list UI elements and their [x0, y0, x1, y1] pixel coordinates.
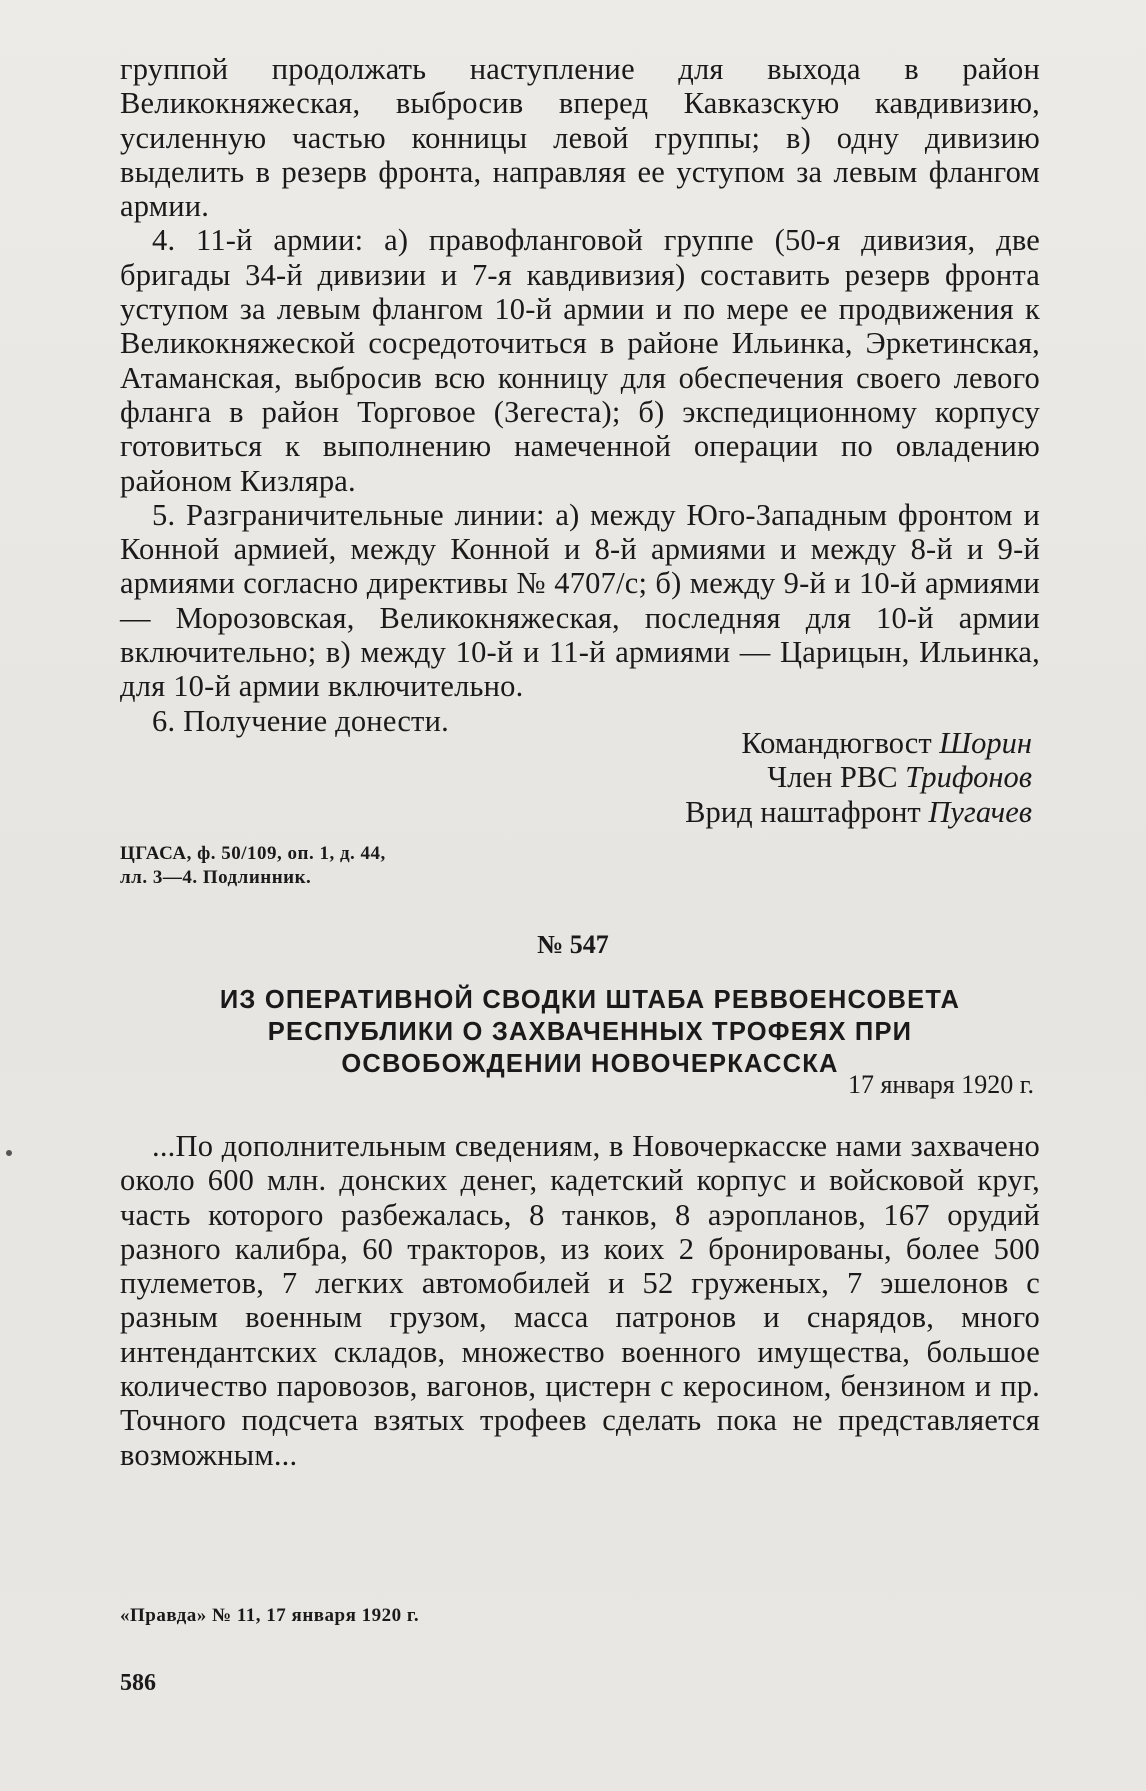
paragraph-5: 5. Разграничительные линии: а) между Юго-Западным фронтом и Конной армией, между Конной и 8-й армиями и между 8-й и 9-й армиями согласно директивы № 4707/с; б) между 9-й и 10-й армиями — Морозовская, Великокняжеская, последняя для 10-й армии включительно; в) между 10-й и 11-й армиями — Царицын, Ильинка, для 10-й армии включительно. — [120, 497, 1040, 704]
paragraph-6: 6. Получение донести. — [152, 703, 449, 738]
archive-source — [120, 842, 386, 890]
signature-name: Пугачев — [928, 794, 1032, 829]
archive-source-line: ЦГАСА, ф. 50/109, оп. 1, д. 44, — [120, 843, 386, 864]
signature-line — [685, 726, 1032, 760]
signature-line — [685, 760, 1032, 794]
document-number: № 547 — [537, 930, 609, 959]
document-date: 17 января 1920 г. — [847, 1070, 1034, 1099]
signature-line — [685, 795, 1032, 829]
signature-role: Командюгвост — [741, 726, 932, 760]
signature-name: Шорин — [939, 726, 1032, 760]
document-body — [120, 1129, 1040, 1472]
signature-role: Врид наштафронт — [685, 794, 921, 829]
top-text-block — [120, 52, 1040, 738]
signature-role: Член РВС — [767, 760, 898, 795]
archive-source-line: лл. 3—4. Подлинник. — [120, 867, 312, 888]
document-title: ИЗ ОПЕРАТИВНОЙ СВОДКИ ШТАБА РЕВВОЕНСОВЕТА РЕСПУБЛИКИ О ЗАХВАЧЕННЫХ ТРОФЕЯХ ПРИ ОСВОБОЖДЕНИИ НОВОЧЕРКАССКА — [219, 986, 961, 1078]
paragraph-continued: группой продолжать наступление для выхода в район Великокняжеская, выбросив вперед Кавказскую кавдивизию, усиленную частью конницы левой группы; в) одну дивизию выделить в резерв фронта, направляя ее уступом за левым флангом армии. — [120, 52, 1040, 224]
page-number: 586 — [120, 1670, 156, 1696]
newspaper-source: «Правда» № 11, 17 января 1920 г. — [120, 1605, 420, 1626]
paragraph-4: 4. 11-й армии: а) правофланговой группе (50-я дивизия, две бригады 34-й дивизии и 7-я кавдивизия) составить резерв фронта уступом за левым флангом 10-й армии и по мере ее продвижения к Великокняжеской сосредоточиться в районе Ильинка, Эркетинская, Атаманская, выбросив всю конницу для обеспечения своего левого фланга в район Торговое (Зегеста); б) экспедиционному корпусу готовиться к выполнению намеченной операции по овладению районом Кизляра. — [120, 223, 1040, 498]
signature-name: Трифонов — [905, 760, 1032, 795]
signature-block — [685, 726, 1032, 829]
print-speck — [6, 1150, 12, 1156]
document-body-text: ...По дополнительным сведениям, в Новочеркасске нами захвачено около 600 млн. донских денег, кадетский корпус и войсковой круг, часть которого разбежалась, 8 танков, 8 аэропланов, 167 орудий разного калибра, 60 тракторов, из коих 2 бронированы, более 500 пулеметов, 7 легких автомобилей и 52 груженых, 7 эшелонов с разным военным грузом, масса патронов и снарядов, много интендантских складов, множество военного имущества, большое количество паровозов, вагонов, цистерн с керосином, бензином и пр. Точного подсчета взятых трофеев сделать пока не представляется возможным... — [120, 1129, 1040, 1472]
